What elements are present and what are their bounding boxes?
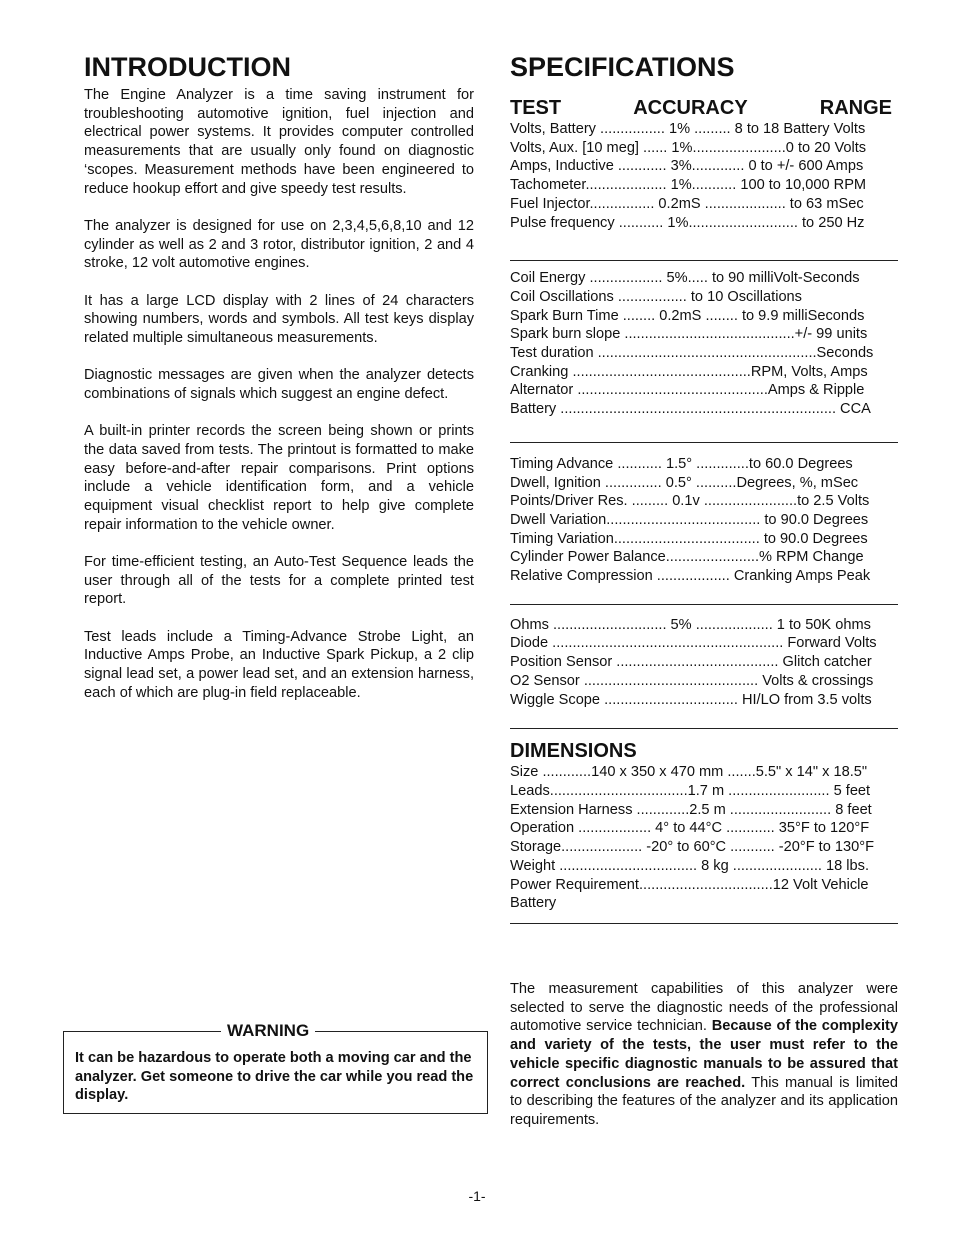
closing-text-bold: Because of the complexity and variety of the tests, the user must refer to the vehicle specific diagnostic manuals to be assured that correct conclusions are reached. <box>510 1018 898 1091</box>
intro-paragraph-4: Diagnostic messages are given when the analyzer detects combinations of signals which suggest an engine defect. <box>84 367 474 402</box>
spec-row: Relative Compression .................. Cranking Amps Peak <box>510 568 871 585</box>
spec-group-2 <box>510 269 898 419</box>
specifications-title: SPECIFICATIONS <box>510 52 735 82</box>
intro-paragraph-3: It has a large LCD display with 2 lines of 24 characters showing numbers, words and symbols. All test keys display related multiple simultaneous measurements. <box>84 292 474 346</box>
spec-row: Test duration ......................................................Seconds <box>510 345 874 362</box>
spec-row: Coil Oscillations ................. to 10 Oscillations <box>510 288 802 305</box>
header-test: TEST <box>510 97 562 119</box>
spec-row: Alternator ...............................................Amps & Ripple <box>510 382 865 399</box>
spec-row: Dwell, Ignition .............. 0.5° ..........Degrees, %, mSec <box>510 474 859 491</box>
header-accuracy: ACCURACY <box>633 97 748 119</box>
spec-row: Fuel Injector................ 0.2mS .................... to 63 mSec <box>510 195 864 212</box>
spec-row: O2 Sensor ........................................... Volts & crossings <box>510 672 874 689</box>
dimension-row: Weight .................................. 8 kg ...................... 18 lbs. <box>510 857 870 874</box>
spec-row: Volts, Battery ................ 1% ......... 8 to 18 Battery Volts <box>510 121 866 137</box>
spec-row: Spark burn slope ..........................................+/- 99 units <box>510 326 868 343</box>
spec-row: Diode ......................................................... Forward Volts <box>510 635 877 652</box>
spec-row: Pulse frequency ........... 1%........................... to 250 Hz <box>510 214 865 231</box>
intro-paragraph-5: A built-in printer records the screen being shown or prints the data saved from tests. The printout is formatted to make easy before-and-after repair comparisons. Print options include a vehicle identification form, and a vehicle equipment visual checklist report to help give complete repair information to the vehicle owner. <box>84 423 474 533</box>
closing-text-2: This manual is limited to describing the features of the analyzer and its application requirements. <box>510 1074 898 1128</box>
page-number: -1- <box>468 1188 486 1204</box>
spec-row: Wiggle Scope ................................. HI/LO from 3.5 volts <box>510 691 872 708</box>
spec-row: Battery .................................................................... CCA <box>510 401 871 418</box>
intro-paragraph-2: The analyzer is designed for use on 2,3,4,5,6,8,10 and 12 cylinder as well as 2 and 3 rotor, distributor ignition, 2 and 4 stroke, 12 volt automotive engines. <box>84 217 474 272</box>
spec-row: Ohms ............................ 5% ................... 1 to 50K ohms <box>510 616 871 633</box>
spec-row: Spark Burn Time ........ 0.2mS ........ to 9.9 milliSeconds <box>510 307 865 324</box>
spec-table-header <box>510 96 892 120</box>
spec-row: Cylinder Power Balance.......................% RPM Change <box>510 549 864 566</box>
dimension-row: Size ............140 x 350 x 470 mm .......5.5" x 14" x 18.5" <box>510 764 868 781</box>
dimension-row: Power Requirement.................................12 Volt Vehicle <box>510 876 869 893</box>
spec-group-4 <box>510 616 898 710</box>
spec-row: Position Sensor ........................................ Glitch catcher <box>510 654 872 671</box>
spec-row: Dwell Variation...................................... to 90.0 Degrees <box>510 511 869 528</box>
intro-paragraph-6: For time-efficient testing, an Auto-Test Sequence leads the user through all of the tests for a complete printed test report. <box>84 554 474 608</box>
spec-row: Timing Advance ........... 1.5° .............to 60.0 Degrees <box>510 455 853 472</box>
spec-group-3 <box>510 455 898 586</box>
spec-row: Points/Driver Res. ......... 0.1v .......................to 2.5 Volts <box>510 493 870 510</box>
spec-row: Amps, Inductive ............ 3%............. 0 to +/- 600 Amps <box>510 158 864 175</box>
intro-paragraph-7: Test leads include a Timing-Advance Strobe Light, an Inductive Amps Probe, an Inductive Spark Pickup, a 2 clip signal lead set, a power lead set, and an extension harness, each of which are plug-in field replaceable. <box>84 628 474 701</box>
introduction-title: INTRODUCTION <box>84 52 291 82</box>
dimension-row: Extension Harness .............2.5 m ......................... 8 feet <box>510 801 872 818</box>
intro-paragraph-1: The Engine Analyzer is a time saving instrument for troubleshooting automotive ignition, fuel injection and electrical power systems. It provides computer controlled measurements that are usually only found on diagnostic ‘scopes. Measurement methods have been engineered to reduce hookup effort and give speedy test results. <box>84 87 474 197</box>
spec-row: Tachometer.................... 1%........... 100 to 10,000 RPM <box>510 177 867 194</box>
dimension-row: Battery <box>510 895 557 912</box>
dimension-row: Operation .................. 4° to 44°C ............ 35°F to 120°F <box>510 820 870 837</box>
spec-row: Coil Energy .................. 5%..... to 90 milliVolt-Seconds <box>510 270 860 287</box>
spec-row: Volts, Aux. [10 meg] ...... 1%.......................0 to 20 Volts <box>510 139 867 156</box>
dimensions-title: DIMENSIONS <box>510 740 637 763</box>
warning-title: WARNING <box>221 1020 315 1042</box>
spec-group-1 <box>510 120 898 232</box>
divider <box>510 923 898 924</box>
closing-text-1: The measurement capabilities of this analyzer were selected to serve the diagnostic needs of the professional automotive service technician. <box>510 981 898 1035</box>
spec-row: Cranking ............................................RPM, Volts, Amps <box>510 363 868 380</box>
warning-text: It can be hazardous to operate both a moving car and the analyzer. Get someone to drive the car while you read the display. <box>75 1050 474 1104</box>
warning-box <box>63 1021 488 1114</box>
specifications-section <box>510 50 898 924</box>
dimensions-list <box>510 763 898 913</box>
introduction-section <box>84 50 474 721</box>
header-range: RANGE <box>819 97 892 119</box>
spec-row: Timing Variation.................................... to 90.0 Degrees <box>510 530 868 547</box>
dimension-row: Leads..................................1.7 m ......................... 5 feet <box>510 782 871 799</box>
closing-paragraph <box>510 980 898 1130</box>
dimension-row: Storage.................... -20° to 60°C ........... -20°F to 130°F <box>510 839 875 856</box>
